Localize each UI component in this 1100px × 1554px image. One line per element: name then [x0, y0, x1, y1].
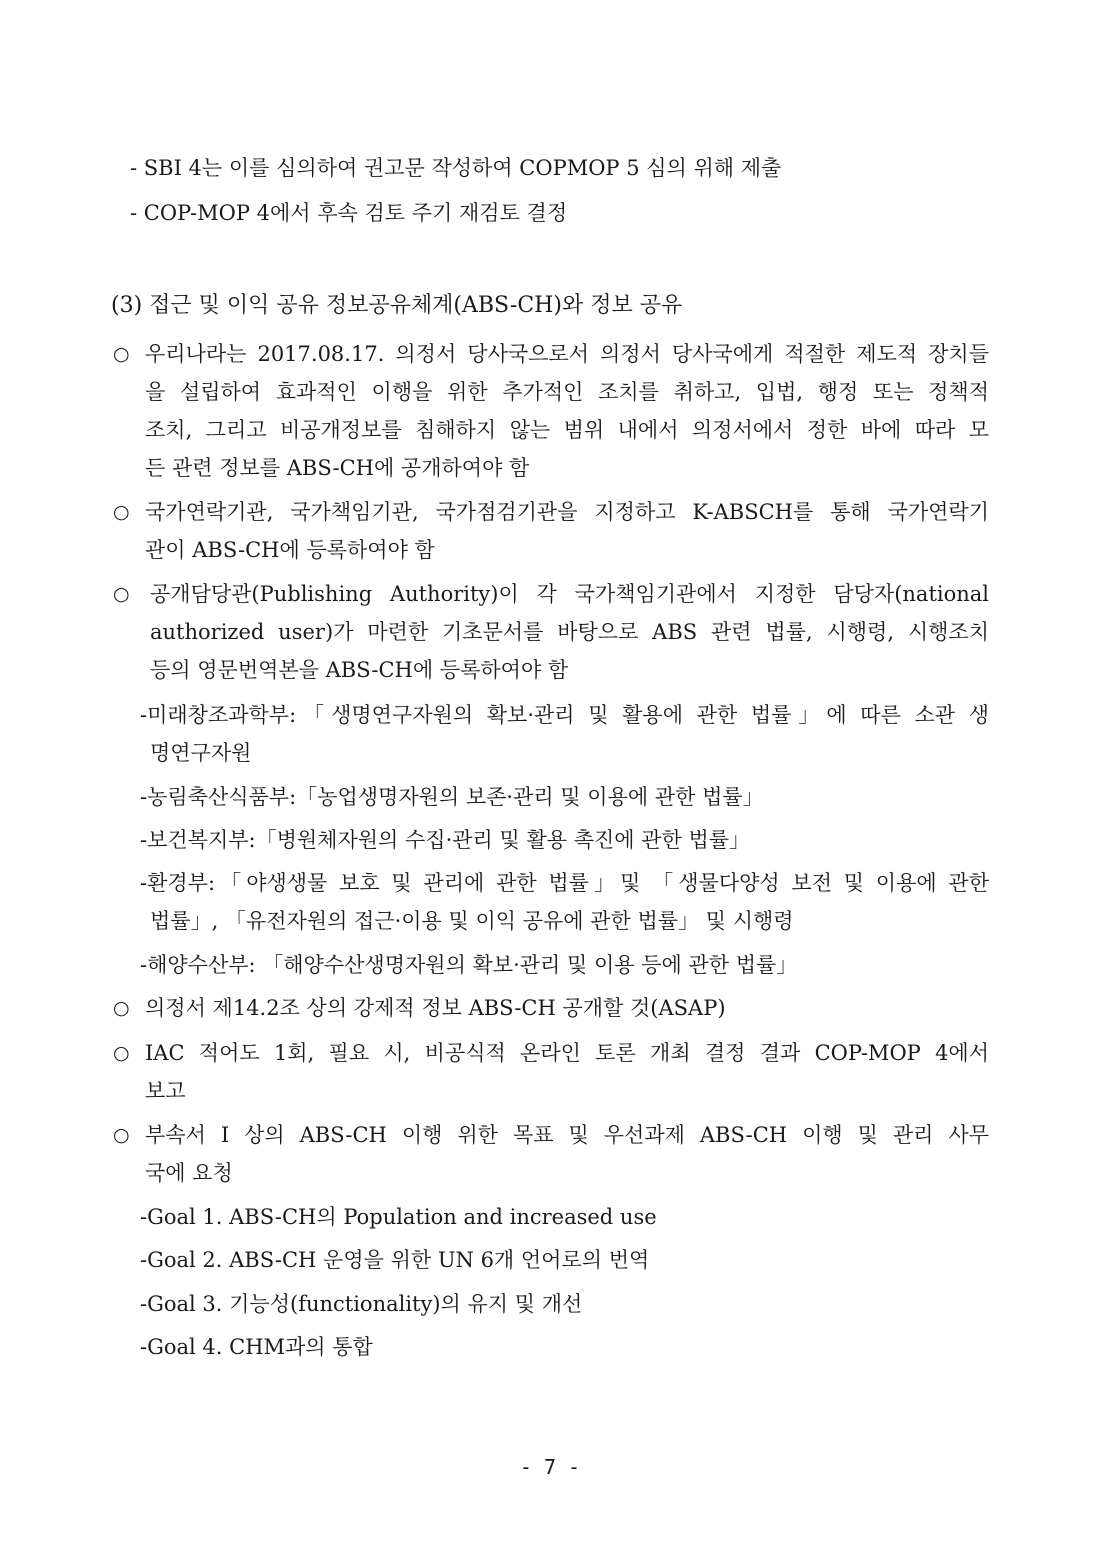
bullet2-line2: 관이 ABS-CH에 등록하여야 함 [145, 538, 435, 562]
bullet-marker: ○ [113, 1042, 130, 1064]
ministry-mof: -해양수산부: 「해양수산생명자원의 확보·관리 및 이용 등에 관한 법률」 [140, 953, 798, 977]
bullet-marker: ○ [113, 343, 130, 365]
bullet1-line3: 조치, 그리고 비공개정보를 침해하지 않는 범위 내에서 의정서에서 정한 바에 따라 모 [145, 418, 989, 442]
ministry-msip-line2: 명연구자원 [150, 741, 252, 765]
bullet1-line4: 든 관련 정보를 ABS-CH에 공개하여야 함 [145, 456, 530, 480]
bullet1-line2: 을 설립하여 효과적인 이행을 위한 추가적인 조치를 취하고, 입법, 행정 또는 정책적 [145, 380, 989, 404]
bullet2-line1: 국가연락기관, 국가책임기관, 국가점검기관을 지정하고 K-ABSCH를 통해 국가연락기 [145, 500, 989, 524]
dash-item-sbi: - SBI 4는 이를 심의하여 권고문 작성하여 COPMOP 5 심의 위해 제출 [130, 156, 782, 180]
bullet4-line1: 의정서 제14.2조 상의 강제적 정보 ABS-CH 공개할 것(ASAP) [145, 996, 726, 1020]
goal-4: -Goal 4. CHM과의 통합 [140, 1335, 373, 1359]
bullet6-line2: 국에 요청 [145, 1161, 233, 1185]
bullet5-line1: IAC 적어도 1회, 필요 시, 비공식적 온라인 토론 개최 결정 결과 COP-MOP 4에서 [145, 1041, 989, 1065]
ministry-me-line1: -환경부:「야생생물 보호 및 관리에 관한 법률」및 「생물다양성 보전 및 이용에 관한 [140, 871, 989, 895]
bullet3-line2: authorized user)가 마련한 기초문서를 바탕으로 ABS 관련 법률, 시행령, 시행조치 [150, 620, 989, 644]
goal-2: -Goal 2. ABS-CH 운영을 위한 UN 6개 언어로의 번역 [140, 1248, 650, 1272]
dash-item-cop-mop: - COP-MOP 4에서 후속 검토 주기 재검토 결정 [130, 201, 568, 225]
ministry-mafra: -농림축산식품부:「농업생명자원의 보존·관리 및 이용에 관한 법률」 [140, 785, 764, 809]
bullet-marker: ○ [113, 501, 130, 523]
section-heading: (3) 접근 및 이익 공유 정보공유체계(ABS-CH)와 정보 공유 [111, 293, 683, 318]
bullet3-line1: 공개담당관(Publishing Authority)이 각 국가책임기관에서 지정한 담당자(national [150, 582, 989, 606]
bullet-marker: ○ [113, 583, 130, 605]
bullet3-line3: 등의 영문번역본을 ABS-CH에 등록하여야 함 [150, 658, 569, 682]
bullet-marker: ○ [113, 1124, 130, 1146]
bullet1-line1: 우리나라는 2017.08.17. 의정서 당사국으로서 의정서 당사국에게 적절한 제도적 장치들 [145, 342, 989, 366]
goal-3: -Goal 3. 기능성(functionality)의 유지 및 개선 [140, 1292, 583, 1316]
ministry-msip-line1: -미래창조과학부:「생명연구자원의 확보·관리 및 활용에 관한 법률」에 따른 소관 생 [140, 703, 989, 727]
page-number: - 7 - [519, 1455, 581, 1479]
bullet6-line1: 부속서 I 상의 ABS-CH 이행 위한 목표 및 우선과제 ABS-CH 이행 및 관리 사무 [145, 1123, 989, 1147]
ministry-mohw: -보건복지부:「병원체자원의 수집·관리 및 활용 촉진에 관한 법률」 [140, 828, 751, 852]
ministry-me-line2: 법률」, 「유전자원의 접근·이용 및 이익 공유에 관한 법률」 및 시행령 [150, 909, 794, 933]
bullet5-line2: 보고 [145, 1079, 186, 1103]
bullet-marker: ○ [113, 997, 130, 1019]
goal-1: -Goal 1. ABS-CH의 Population and increased use [140, 1205, 657, 1229]
